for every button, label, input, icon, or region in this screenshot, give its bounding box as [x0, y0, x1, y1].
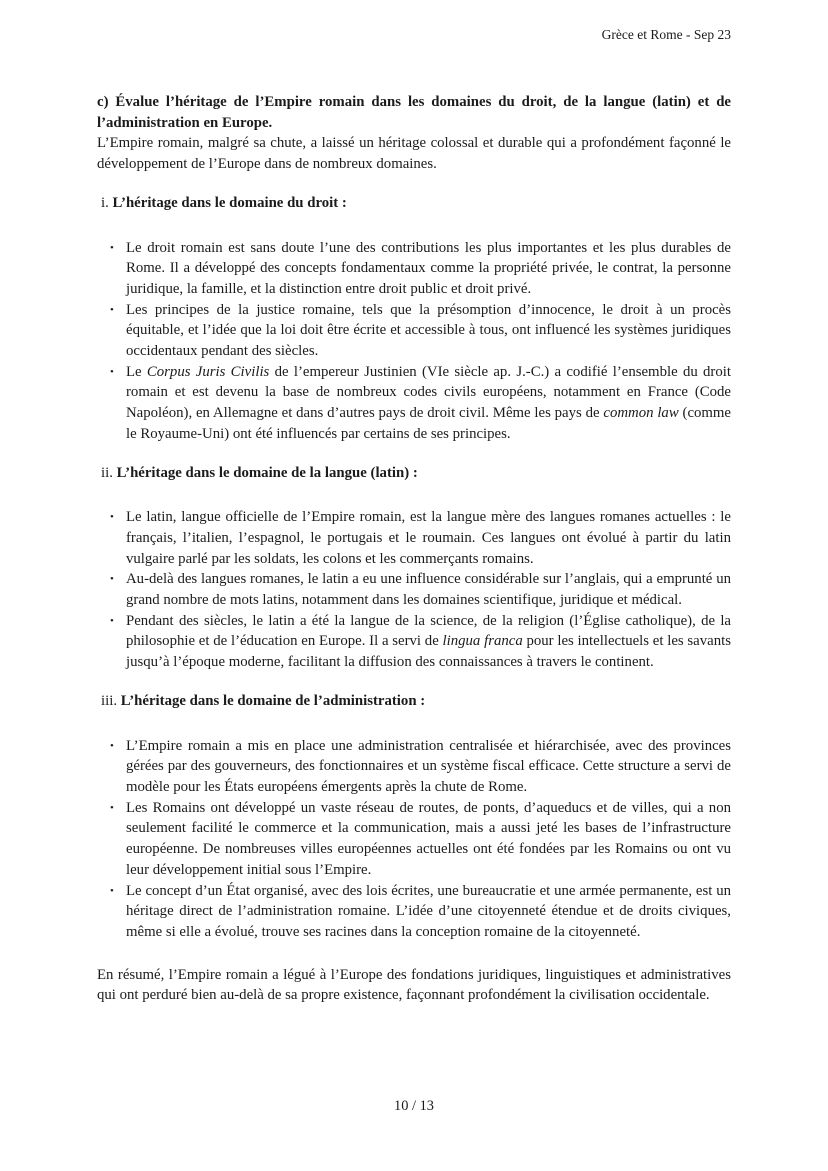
italic-phrase: Corpus Juris Civilis [146, 363, 270, 380]
bullet-list-administration [97, 736, 731, 943]
conclusion-paragraph: En résumé, l’Empire romain a légué à l’Europe des fondations juridiques, linguistiques et administratives qui ont perduré bien au-delà de sa propre existence, façonnant profondément la civilisation occidentale. [97, 966, 731, 1004]
section-numeral: ii. [101, 464, 117, 481]
bullet-text: Les principes de la justice romaine, tels que la présomption d’innocence, le droit à un procès équitable, et l’idée que la loi doit être écrite et accessible à tous, ont influencé les systèmes juridiques occidentaux pendant des siècles. [126, 301, 731, 360]
section-heading-label: L’héritage dans le domaine de la langue (latin) : [116, 464, 418, 481]
bullet-marker-icon: • [110, 739, 114, 752]
bullet-marker-icon: • [110, 573, 114, 586]
bullet-item [110, 611, 731, 673]
section-numeral: i. [101, 194, 113, 211]
section-heading-langue [101, 463, 731, 484]
bullet-marker-icon: • [110, 884, 114, 897]
question-title: c) Évalue l’héritage de l’Empire romain dans les domaines du droit, de la langue (latin) et de l’administration en Europe. [97, 94, 731, 131]
bullet-text: Pendant des siècles, le latin a été la langue de la science, de la religion (l’Église catholique), de la philosophie et de l’éducation en Europe. Il a servi de [126, 612, 731, 650]
sections-container [97, 193, 731, 943]
bullet-marker-icon: • [110, 614, 114, 627]
italic-phrase: lingua franca [442, 633, 523, 650]
bullet-item [110, 300, 731, 362]
section-heading-label: L’héritage dans le domaine de l’administration : [120, 692, 426, 709]
bullet-item [110, 569, 731, 610]
bullet-marker-icon: • [110, 801, 114, 814]
bullet-item [110, 798, 731, 881]
bullet-list-langue [97, 507, 731, 673]
bullet-item [110, 881, 731, 943]
bullet-text: Le droit romain est sans doute l’une des contributions les plus importantes et les plus durables de Rome. Il a développé des concepts fondamentaux comme la propriété privée, le contrat, la personne juridique, la famille, et la distinction entre droit public et droit privé. [126, 239, 731, 297]
bullet-item [110, 736, 731, 798]
bullet-text: Le [126, 363, 147, 380]
italic-phrase: common law [603, 405, 679, 422]
section-numeral: iii. [101, 692, 121, 709]
intro-paragraph: L’Empire romain, malgré sa chute, a laissé un héritage colossal et durable qui a profondément façonné le développement de l’Europe dans de nombreux domaines. [97, 135, 731, 173]
bullet-marker-icon: • [110, 241, 114, 254]
bullet-text: Au-delà des langues romanes, le latin a eu une influence considérable sur l’anglais, qui a emprunté un grand nombre de mots latins, notamment dans les domaines scientifique, juridique et médical. [126, 571, 731, 609]
section-heading-label: L’héritage dans le domaine du droit : [112, 194, 347, 211]
document-content [97, 92, 731, 1006]
bullet-marker-icon: • [110, 511, 114, 524]
bullet-text: pour les intellectuels et les savants jusqu’à l’époque moderne, facilitant la diffusion des connaissances à travers le continent. [126, 633, 731, 671]
bullet-text: Les Romains ont développé un vaste réseau de routes, de ponts, d’aqueducs et de villes, qui a non seulement facilité le commerce et la communication, mais a aussi jeté les bases de l’infrastructure européenne. De nombreuses villes européennes actuelles ont été fondées par les Romains ou ont vu leur développement initial sous l’Empire. [126, 799, 731, 878]
section-heading-administration [101, 691, 731, 712]
section-heading-droit [101, 193, 731, 214]
bullet-item [110, 238, 731, 300]
page-header: Grèce et Rome - Sep 23 [601, 27, 731, 42]
bullet-text: L’Empire romain a mis en place une administration centralisée et hiérarchisée, avec des provinces gérées par des gouverneurs, des fonctionnaires et un système fiscal efficace. Cette structure a servi de modèle pour les États européens émergents après la chute de Rome. [126, 737, 731, 795]
bullet-text: (comme le Royaume-Uni) ont été influencés par certains de ses principes. [126, 405, 731, 442]
bullet-text: Le concept d’un État organisé, avec des lois écrites, une bureaucratie et une armée permanente, est un héritage direct de l’administration romaine. L’idée d’une citoyenneté étendue et de droits civiques, même si elle a évolué, trouve ses racines dans la conception romaine de la citoyenneté. [126, 882, 731, 940]
bullet-text: Le latin, langue officielle de l’Empire romain, est la langue mère des langues romanes actuelles : le français, l’italien, l’espagnol, le portugais et le roumain. Ces langues ont évolué à partir du latin vulgaire parlé par les soldats, les colons et les commerçants romains. [126, 509, 731, 567]
page-number: 10 / 13 [394, 1098, 434, 1114]
bullet-list-droit [97, 238, 731, 445]
bullet-item [110, 362, 731, 445]
bullet-text: de l’empereur Justinien (VIe siècle ap. J.-C.) a codifié l’ensemble du droit romain et est devenu la base de nombreux codes civils européens, notamment en France (Code Napoléon), en Allemagne et dans d’autres pays de droit civil. Même les pays de [126, 363, 731, 422]
bullet-marker-icon: • [110, 365, 114, 378]
bullet-item [110, 507, 731, 569]
bullet-marker-icon: • [110, 303, 114, 316]
